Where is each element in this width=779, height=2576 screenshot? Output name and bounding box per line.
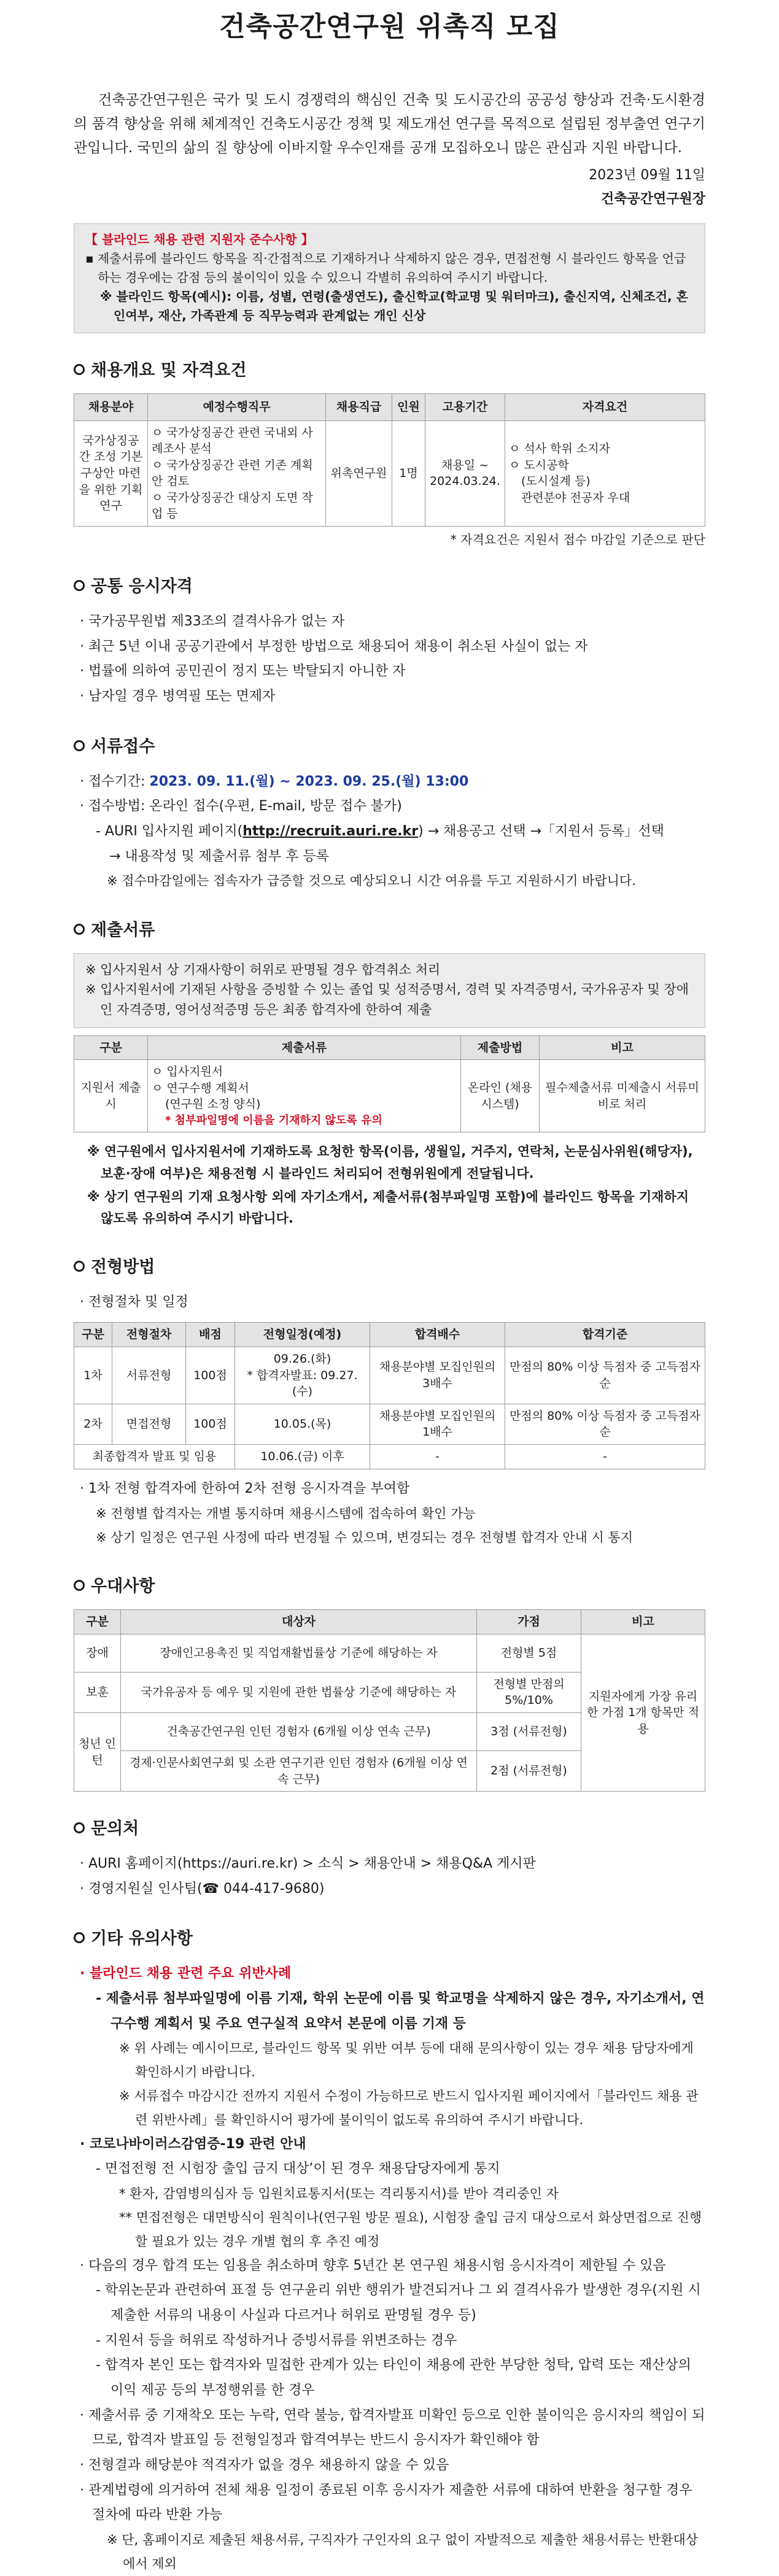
section-heading-documents: 제출서류	[74, 918, 705, 943]
table-cell-grade: 위촉연구원	[326, 420, 392, 527]
section-heading-selection: 전형방법	[74, 1255, 705, 1280]
announcement-date: 2023년 09월 11일	[589, 168, 705, 184]
documents-note: ※ 입사지원서 상 기재사항이 허위로 판명될 경우 합격취소 처리	[85, 962, 441, 977]
section-heading-eligibility: 공통 응시자격	[74, 574, 705, 600]
documents-notes-box	[74, 953, 705, 1028]
list-item: · 남자일 경우 병역필 또는 면제자	[80, 688, 276, 704]
table-header: 전형일정(예정)	[235, 1323, 370, 1347]
preference-remark: 지원자에게 가장 유리한 가점 1개 항목만 적용	[581, 1634, 705, 1791]
list-item: · 최근 5년 이내 공공기관에서 부정한 방법으로 채용되어 채용이 취소된 사실이 없는 자	[80, 638, 588, 654]
table-cell-docs: ㅇ 입사지원서 ㅇ 연구수행 계획서 (연구원 소정 양식) * 첨부파일명에 이름을 기재하지 않도록 유의	[148, 1060, 461, 1132]
table-cell-kind: 지원서 제출 시	[74, 1060, 148, 1132]
circle-bullet-icon	[74, 1822, 85, 1833]
other-item: · 제출서류 중 기재착오 또는 누락, 연락 불능, 합격자발표 미확인 등으로 인한 불이익은 응시자의 책임이 되므로, 합격자 발표일 등 전형일정과 합격여부는 반드시 응시자가 확인해야 함	[80, 2407, 705, 2448]
circle-bullet-icon	[74, 740, 85, 751]
recruit-link[interactable]: http://recruit.auri.re.kr	[242, 823, 419, 839]
section-heading-application: 서류접수	[74, 734, 705, 760]
table-header: 자격요건	[505, 393, 705, 420]
table-cell-period: 채용일 ~ 2024.03.24.	[425, 420, 505, 527]
table-row: 보훈 국가유공자 등 예우 및 지원에 관한 법률상 기준에 해당하는 자 전형별 만점의 5%/10%	[74, 1672, 705, 1712]
blind-violation-heading: · 블라인드 채용 관련 주요 위반사례	[80, 1966, 292, 1982]
application-method: · 접수방법: 온라인 접수(우편, E-mail, 방문 접수 불가)	[80, 799, 402, 814]
documents-warning: ※ 연구원에서 입사지원서에 기재하도록 요청한 항목(이름, 생월일, 거주지, 연락처, 논문심사위원(해당자), 보훈·장애 여부)은 채용전형 시 블라인드 처리되어 전형위원에게 전달됩니다.	[87, 1144, 693, 1181]
documents-warning: ※ 상기 연구원의 기재 요청사항 외에 자기소개서, 제출서류(첨부파일명 포함)에 블라인드 항목을 기재하지 않도록 유의하여 주시기 바랍니다.	[87, 1189, 689, 1226]
auri-application-step-cont: → 내용작성 및 제출서류 첨부 후 등록	[109, 848, 329, 864]
circle-bullet-icon	[74, 924, 85, 935]
selection-note: ※ 전형별 합격자는 개별 통지하며 채용시스템에 접속하여 확인 가능	[96, 1506, 476, 1521]
last-note: ※ 단, 홈페이지로 제출된 채용서류, 구직자가 구인자의 요구 없이 자발적으로 제출한 채용서류는 반환대상에서 제외	[107, 2532, 699, 2572]
covid-item: - 면접전형 전 시험장 출입 금지 대상’이 된 경우 채용담당자에게 통지	[96, 2161, 500, 2177]
contact-item: · AURI 홈페이지(https://auri.re.kr) > 소식 > 채용안내 > 채용Q&A 게시판	[80, 1856, 536, 1872]
section-heading-preference: 우대사항	[74, 1574, 705, 1599]
table-row: 최종합격자 발표 및 임용 10.06.(금) 이후 - -	[74, 1445, 705, 1469]
table-header: 채용분야	[74, 393, 148, 420]
intro-paragraph: 건축공간연구원은 국가 및 도시 경쟁력의 핵심인 건축 및 도시공간의 공공성 향상과 건축·도시환경의 품격 향상을 위해 체계적인 건축도시공간 정책 및 제도개선 연구를 목적으로 설립된 정부출연 연구기관입니다. 국민의 삶의 질 향상에 이바지할 우수인재를 공개 모집하오니 많은 관심과 지원 바랍니다.	[74, 92, 705, 157]
application-note: ※ 접수마감일에는 접속자가 급증할 것으로 예상되오니 시간 여유를 두고 지원하시기 바랍니다.	[107, 873, 636, 889]
blind-violation-note: ※ 서류접수 마감시간 전까지 지원서 수정이 가능하므로 반드시 입사지원 페이지에서「블라인드 채용 관련 위반사례」를 확인하시어 평가에 불이익이 없도록 유의하여 주시기 바랍니다.	[119, 2089, 699, 2127]
table-header: 합격배수	[370, 1323, 505, 1347]
application-period: · 접수기간: 2023. 09. 11.(월) ~ 2023. 09. 25.(월) 13:00	[80, 773, 469, 789]
recruit-overview-table	[74, 393, 705, 527]
table-header: 제출방법	[461, 1035, 540, 1060]
table-header: 구분	[74, 1610, 121, 1634]
table-cell-method: 온라인 (채용시스템)	[461, 1060, 540, 1132]
table-row: 장애 장애인고용촉진 및 직업재활법률상 기준에 해당하는 자 전형별 5점 지원자에게 가장 유리한 가점 1개 항목만 적용	[74, 1634, 705, 1672]
list-item: · 법률에 의하여 공민권이 정지 또는 박탈되지 아니한 자	[80, 663, 406, 679]
circle-bullet-icon	[74, 1580, 85, 1591]
table-header: 제출서류	[148, 1035, 461, 1060]
page-title: 건축공간연구원 위촉직 모집	[219, 11, 560, 42]
selection-table	[74, 1322, 705, 1469]
blind-notice-note: ※ 블라인드 항목(예시): 이름, 성별, 연령(출생연도), 출신학교(학교명 및 워터마크), 출신지역, 신체조건, 혼인여부, 재산, 가족관계 등 직무능력과 관계없는 개인 신상	[100, 288, 688, 323]
cancel-item: - 합격자 본인 또는 합격자와 밀접한 관계가 있는 타인이 채용에 관한 부당한 청탁, 압력 또는 재산상의 이익 제공 등의 부정행위를 한 경우	[96, 2357, 691, 2399]
covid-item: ** 면접전형은 대면방식이 원칙이나(연구원 방문 필요), 시험장 출입 금지 대상으로서 화상면접으로 진행할 필요가 있는 경우 개별 협의 후 추진 예정	[119, 2210, 702, 2249]
preference-table	[74, 1609, 705, 1792]
list-item: · 국가공무원법 제33조의 결격사유가 없는 자	[80, 613, 345, 629]
blind-notice-title: 【 블라인드 채용 관련 지원자 준수사항 】	[85, 231, 314, 247]
section-heading-contact: 문의처	[74, 1816, 705, 1842]
table-header: 배점	[186, 1323, 235, 1347]
circle-bullet-icon	[74, 364, 85, 375]
contact-item: · 경영지원실 인사팀(☎ 044-417-9680)	[80, 1881, 325, 1897]
table-header: 비고	[581, 1610, 705, 1634]
blind-notice-box	[74, 223, 705, 333]
table-row: 2차 면접전형 100점 10.05.(목) 채용분야별 모집인원의 1배수 만점의 80% 이상 득점자 중 고득점자순	[74, 1404, 705, 1444]
table-header: 인원	[392, 393, 425, 420]
table-cell-quals: ㅇ 석사 학위 소지자 ㅇ 도시공학 (도시설계 등) 관련분야 전공자 우대	[505, 420, 705, 527]
other-item: · 관계법령에 의거하여 전체 채용 일정이 종료된 이후 응시자가 제출한 서류에 대하여 반환을 청구할 경우 절차에 따라 반환 가능	[80, 2482, 692, 2523]
table-header: 대상자	[121, 1610, 477, 1634]
other-item: · 전형결과 해당분야 적격자가 없을 경우 채용하지 않을 수 있음	[80, 2458, 449, 2474]
table-header: 가점	[477, 1610, 581, 1634]
table-header: 예정수행직무	[148, 393, 326, 420]
table-header: 구분	[74, 1035, 148, 1060]
table-header: 채용직급	[326, 393, 392, 420]
selection-after: · 1차 전형 합격자에 한하여 2차 전형 응시자격을 부여함	[80, 1481, 410, 1497]
table-cell-count: 1명	[392, 420, 425, 527]
blind-violation-note: ※ 위 사례는 예시이므로, 블라인드 항목 및 위반 여부 등에 대해 문의사항이 있는 경우 채용 담당자에게 확인하시기 바랍니다.	[119, 2041, 694, 2080]
table-header: 비고	[540, 1035, 705, 1060]
selection-sub: · 전형절차 및 일정	[80, 1294, 188, 1310]
table-row: 청년 인턴 건축공간연구원 인턴 경험자 (6개월 이상 연속 근무) 3점 (서류전형)	[74, 1713, 705, 1751]
table-header: 전형절차	[112, 1323, 186, 1347]
table-header: 구분	[74, 1323, 112, 1347]
table-cell-field: 국가상징공간 조성 기본구상안 마련을 위한 기획연구	[74, 420, 148, 527]
documents-table	[74, 1035, 705, 1133]
table-header: 고용기간	[425, 393, 505, 420]
section-heading-overview: 채용개요 및 자격요건	[74, 358, 705, 384]
signer: 건축공간연구원장	[600, 191, 705, 207]
circle-bullet-icon	[74, 1932, 85, 1943]
section-heading-others: 기타 유의사항	[74, 1926, 705, 1952]
circle-bullet-icon	[74, 1261, 85, 1272]
covid-heading: · 코로나바이러스감염증-19 관련 안내	[80, 2136, 306, 2152]
table-row: 1차 서류전형 100점 09.26.(화) * 합격자발표: 09.27.(수) 채용분야별 모집인원의 3배수 만점의 80% 이상 득점자 중 고득점자순	[74, 1347, 705, 1404]
overview-note: * 자격요건은 지원서 접수 마감일 기준으로 판단	[450, 532, 705, 547]
covid-item: * 환자, 감염병의심자 등 입원치료통지서(또는 격리통지서)를 받아 격리중인 자	[119, 2186, 559, 2202]
table-cell-remark: 필수제출서류 미제출시 서류미비로 처리	[540, 1060, 705, 1132]
table-cell-duties: ㅇ 국가상징공간 관련 국내외 사례조사 분석 ㅇ 국가상징공간 관련 기존 계획안 검토 ㅇ 국가상징공간 대상지 도면 작업 등	[148, 420, 326, 527]
selection-note: ※ 상기 일정은 연구원 사정에 따라 변경될 수 있으며, 변경되는 경우 전형별 합격자 안내 시 통지	[96, 1530, 633, 1545]
cancel-heading: · 다음의 경우 합격 또는 임용을 취소하며 향후 5년간 본 연구원 채용시험 응시자격이 제한될 수 있음	[80, 2257, 666, 2273]
blind-violation-main: - 제출서류 첨부파일명에 이름 기재, 학위 논문에 이름 및 학교명을 삭제하지 않은 경우, 자기소개서, 연구수행 계획서 및 주요 연구실적 요약서 본문에 이름 기재 등	[96, 1990, 705, 2032]
documents-note: ※ 입사지원서에 기재된 사항을 증빙할 수 있는 졸업 및 성적증명서, 경력 및 자격증명서, 국가유공자 및 장애인 자격증명, 영어성적증명 등은 최종 합격자에 한하여 제출	[85, 982, 689, 1018]
cancel-item: - 지원서 등을 허위로 작성하거나 증빙서류를 위변조하는 경우	[96, 2332, 457, 2348]
blind-notice-bullet: ▪ 제출서류에 블라인드 항목을 직·간접적으로 기재하거나 삭제하지 않은 경우, 면접전형 시 블라인드 항목을 언급하는 경우에는 감점 등의 불이익이 있을 수 있으니 각별히 유의하여 주시기 바랍니다.	[85, 250, 686, 285]
cancel-item: - 학위논문과 관련하여 표절 등 연구윤리 위반 행위가 발견되거나 그 외 결격사유가 발생한 경우(지원 시 제출한 서류의 내용이 사실과 다르거나 허위로 판명될 경우 등)	[96, 2283, 701, 2323]
table-row: 경제·인문사회연구회 및 소관 연구기관 인턴 경험자 (6개월 이상 연속 근무) 2점 (서류전형)	[74, 1751, 705, 1792]
auri-application-step: - AURI 입사지원 페이지(http://recruit.auri.re.kr) → 채용공고 선택 →「지원서 등록」선택	[96, 823, 664, 839]
circle-bullet-icon	[74, 580, 85, 591]
table-header: 합격기준	[505, 1323, 705, 1347]
